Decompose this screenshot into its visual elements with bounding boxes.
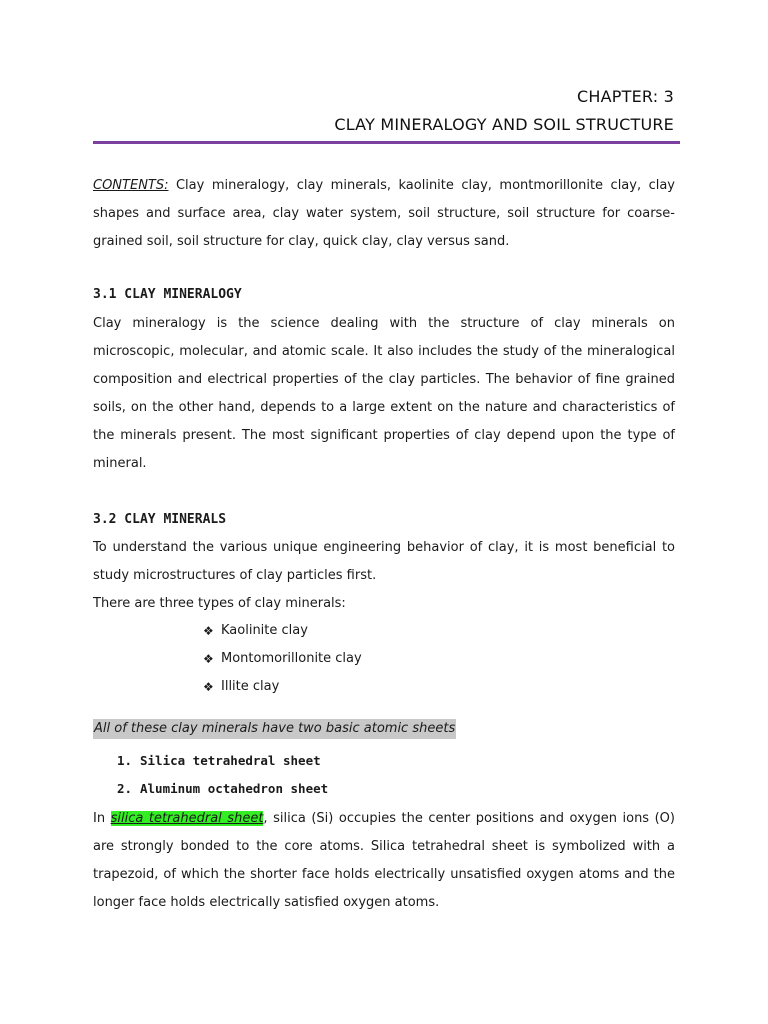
header-divider (93, 141, 680, 144)
chapter-header (334, 86, 674, 136)
list-number: 1. (117, 753, 133, 768)
contents-paragraph (93, 172, 675, 256)
list-item-label: Aluminum octahedron sheet (140, 781, 329, 796)
atomic-sheets-intro: All of these clay minerals have two basic atomic sheets (93, 719, 456, 739)
list-number: 2. (117, 781, 133, 796)
diamond-bullet-icon: ❖ (203, 652, 214, 666)
list-item-label: Kaolinite clay (221, 623, 308, 638)
clay-types-list (203, 617, 362, 701)
contents-label: CONTENTS: (93, 178, 169, 193)
list-item-label: Montomorillonite clay (221, 651, 362, 666)
contents-text: Clay mineralogy, clay minerals, kaolinite clay, montmorillonite clay, clay shapes and surface area, clay water system, soil structure, soil structure for coarse-grained soil, soil structure for clay, quick clay, clay versus sand. (93, 178, 675, 249)
silica-sheet-paragraph (93, 805, 675, 917)
list-item-label: Illite clay (221, 679, 280, 694)
list-item-label: Silica tetrahedral sheet (140, 753, 321, 768)
list-item (203, 645, 362, 673)
atomic-sheets-list (117, 747, 328, 803)
paragraph-rest: , silica (Si) occupies the center positions and oxygen ions (O) are strongly bonded to the core atoms. Silica tetrahedral sheet is symbolized with a trapezoid, of which the shorter face holds electrically unsatisfied oxygen atoms and the longer face holds electrically satisfied oxygen atoms. (93, 811, 675, 910)
section-3-1-paragraph: Clay mineralogy is the science dealing with the structure of clay minerals on microscopic, molecular, and atomic scale. It also includes the study of the mineralogical composition and electrical properties of the clay particles. The behavior of fine grained soils, on the other hand, depends to a large extent on the nature and characteristics of the minerals present. The most significant properties of clay depend upon the type of mineral. (93, 316, 675, 471)
clay-types-intro: There are three types of clay minerals: (93, 596, 346, 611)
diamond-bullet-icon: ❖ (203, 624, 214, 638)
list-item (203, 617, 362, 645)
list-item (117, 747, 328, 775)
list-item (203, 673, 362, 701)
diamond-bullet-icon: ❖ (203, 680, 214, 694)
list-item (117, 775, 328, 803)
chapter-number: CHAPTER: 3 (577, 87, 674, 106)
section-3-2-paragraph: To understand the various unique engineering behavior of clay, it is most beneficial to study microstructures of clay particles first. (93, 540, 675, 583)
paragraph-start: In (93, 811, 111, 826)
highlighted-term: silica tetrahedral sheet (110, 811, 264, 826)
section-3-1-heading: 3.1 CLAY MINERALOGY (93, 287, 242, 302)
section-3-2-heading: 3.2 CLAY MINERALS (93, 512, 227, 527)
chapter-title: CLAY MINERALOGY AND SOIL STRUCTURE (334, 115, 674, 134)
